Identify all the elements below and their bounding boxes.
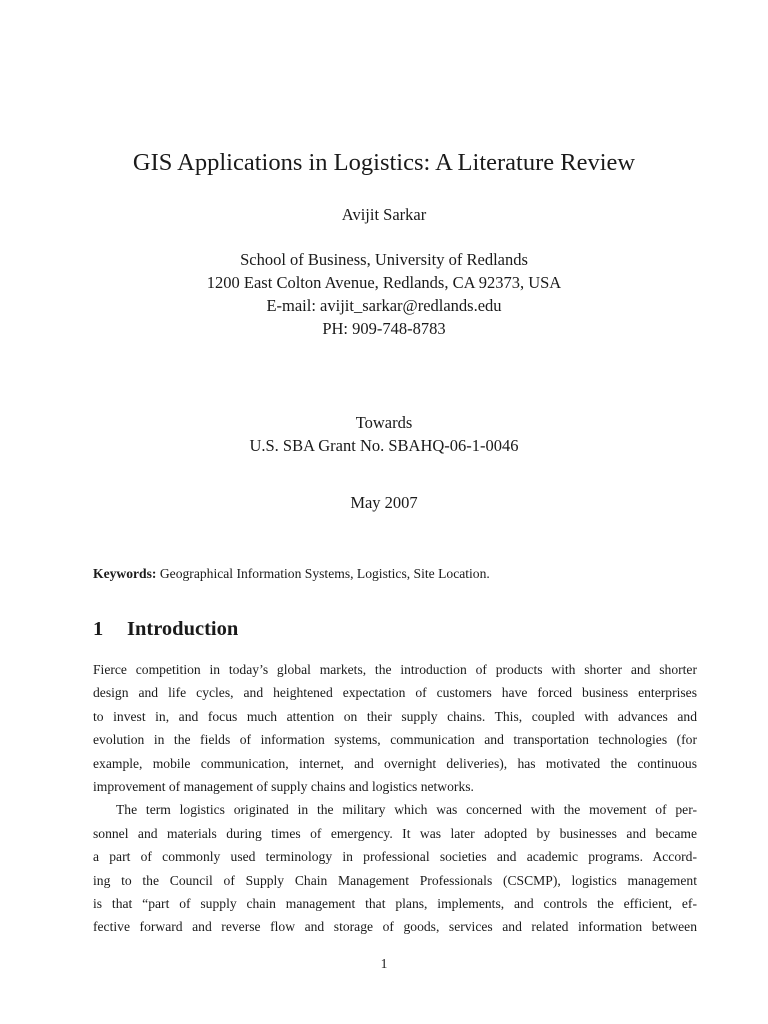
section-number: 1 [93,618,104,640]
grant-number: U.S. SBA Grant No. SBAHQ-06-1-0046 [249,436,519,455]
paragraph-line: evolution in the fields of information systems, communication and transportation technologies (for [93,732,697,748]
author-name: Avijit Sarkar [341,205,427,224]
keywords [93,564,693,584]
affiliation-phone: PH: 909-748-8783 [322,319,446,338]
grant-info [0,411,768,457]
paragraph-line: is that “part of supply chain management that plans, implements, and controls the efficient, ef- [93,895,697,911]
section-title: Introduction [127,618,239,640]
paper-date: May 2007 [350,493,418,512]
paragraph-line: Fierce competition in today’s global markets, the introduction of products with shorter and shorter [93,662,697,677]
body-text [93,658,697,939]
paragraph-line: ing to the Council of Supply Chain Management Professionals (CSCMP), logistics management [93,872,697,888]
paragraph-line: fective forward and reverse flow and storage of goods, services and related information between [93,919,697,935]
affiliation-school: School of Business, University of Redlands [240,250,528,269]
paragraph-line: a part of commonly used terminology in professional societies and academic programs. Accord- [93,849,697,865]
paragraph-line: sonnel and materials during times of emergency. It was later adopted by businesses and became [93,825,697,841]
towards-label: Towards [355,413,413,432]
affiliation-email: E-mail: avijit_sarkar@redlands.edu [266,296,502,315]
affiliation-address: 1200 East Colton Avenue, Redlands, CA 92373, USA [206,273,562,292]
paragraph-line: The term logistics originated in the military which was concerned with the movement of per- [116,802,697,818]
page-number: 1 [380,956,388,971]
author-affiliation [0,248,768,340]
paragraph-line: example, mobile communication, internet, and overnight deliveries), has motivated the continuous [93,755,697,771]
paper-title: GIS Applications in Logistics: A Literature Review [132,149,636,176]
paragraph-line: to invest in, and focus much attention on their supply chains. This, coupled with advances and [93,708,697,724]
keywords-text: Geographical Information Systems, Logistics, Site Location. [159,566,490,581]
paragraph-line: improvement of management of supply chains and logistics networks. [93,778,474,794]
keywords-label: Keywords: [93,566,157,581]
paragraph-line: design and life cycles, and heightened expectation of customers have forced business enterprises [93,685,697,701]
section-heading [93,614,238,644]
